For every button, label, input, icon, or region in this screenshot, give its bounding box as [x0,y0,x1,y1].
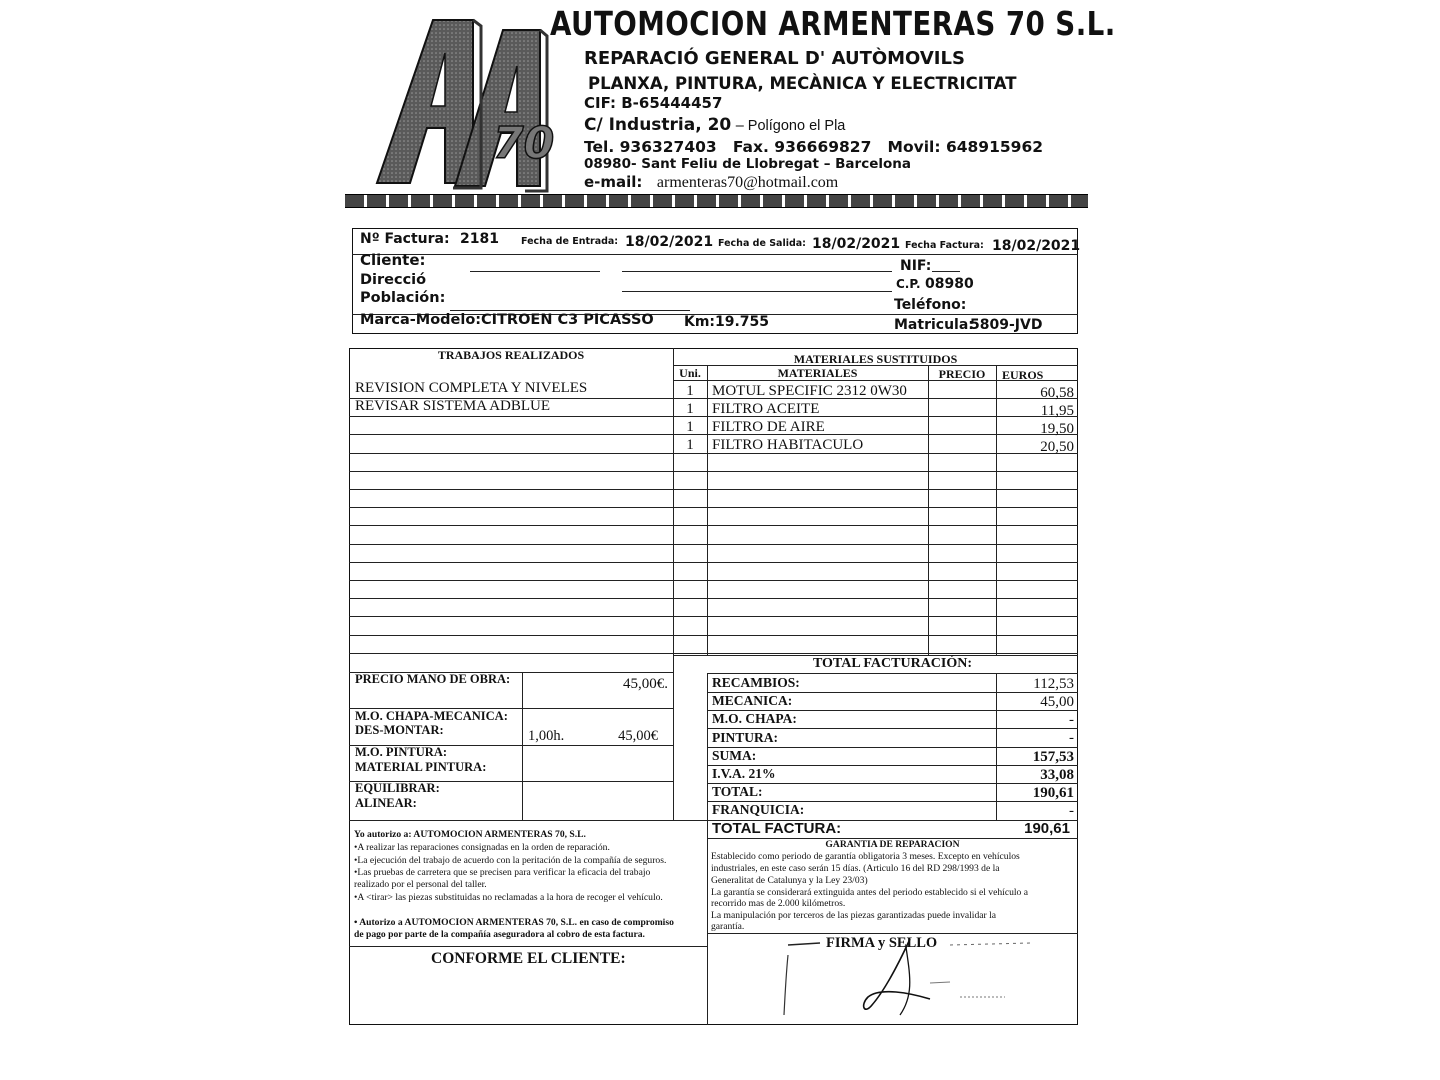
row-line [349,616,1078,617]
material-units: 1 [686,383,694,399]
authorization-item: •Las pruebas de carretera que se precisen para verificar la eficacia del trabajo [354,867,651,878]
model-label: Marca-Modelo: [360,312,482,328]
work-item: REVISAR SISTEMA ADBLUE [355,398,551,414]
entry-date: 18/02/2021 [625,234,714,250]
work-item: REVISION COMPLETA Y NIVELES [355,380,588,396]
invoice-number: 2181 [460,231,499,247]
paint-labor-label: M.O. PINTURA: [355,745,448,759]
materials-header: MATERIALES SUSTITUIDOS [793,352,958,366]
mechanics-label: MECANICA: [712,693,793,708]
km-label: Km: [684,314,716,330]
price-col-header: PRECIO [938,367,986,381]
row-line [349,580,1078,581]
spare-parts-value: 112,53 [1033,676,1074,692]
invoice-date: 18/02/2021 [992,238,1081,254]
bodywork-total-value: - [1069,712,1074,728]
material-euros: 11,95 [1040,403,1074,419]
plate-value: 5809-JVD [970,317,1043,333]
invoice-date-label: Fecha Factura: [905,240,984,251]
invoice-total-label: TOTAL FACTURA: [712,820,842,837]
balancing-label: EQUILIBRAR: [355,781,440,795]
material-name: FILTRO DE AIRE [712,419,825,435]
row-line [349,525,1078,526]
work-header: TRABAJOS REALIZADOS [437,348,585,362]
row-line [349,562,1078,563]
subtotal-value: 157,53 [1032,749,1074,765]
signature-stamp [780,935,1040,1020]
warranty-line: garantía. [711,921,745,932]
warranty-line: industriales, en este caso serán 15 días. (Articulo 16 del RD 298/1993 de la [711,863,1000,874]
material-euros: 60,58 [1040,385,1074,401]
company-cif: CIF: B-65444457 [584,94,723,112]
postal-code-label: C.P. [896,277,921,291]
company-city: 08980- Sant Feliu de Llobregat – Barcelona [584,156,911,172]
subtotal-label: SUMA: [712,748,757,763]
authorization-title: Yo autorizo a: AUTOMOCION ARMENTERAS 70, S.L. [354,829,586,840]
bodywork-value: 45,00€ [618,728,658,744]
material-name: MOTUL SPECIFIC 2312 0W30 [712,383,907,399]
deductible-label: FRANQUICIA: [712,802,805,817]
company-address [584,115,845,135]
mechanics-value: 45,00 [1040,694,1074,710]
row-line [349,598,1078,599]
plate-label: Matricula: [894,317,974,333]
row-line [349,653,1078,654]
postal-code: 08980 [925,276,974,292]
vat-label: I.V.A. 21% [712,766,776,781]
spare-parts-label: RECAMBIOS: [712,675,800,690]
paint-total-label: PINTURA: [712,730,778,745]
company-tagline-1: REPARACIÓ GENERAL D' AUTÒMOVILS [584,48,965,69]
km-value: 19.755 [715,314,770,330]
bodywork-total-label: M.O. CHAPA: [712,711,797,726]
exit-date: 18/02/2021 [812,236,901,252]
warranty-title: GARANTIA DE REPARACION [825,839,960,850]
email-label: e-mail: [584,173,643,191]
company-email: armenteras70@hotmail.com [656,174,839,191]
entry-date-label: Fecha de Entrada: [521,236,619,247]
warranty-line: La garantía se considerará extinguida antes del periodo establecido si el vehículo a [711,887,1029,898]
signature-stamp-label: FIRMA y SELLO [826,935,938,951]
exit-date-label: Fecha de Salida: [718,238,806,249]
labor-price-label: PRECIO MANO DE OBRA: [355,672,511,686]
alignment-label: ALINEAR: [355,796,417,810]
vat-value: 33,08 [1040,767,1074,783]
company-tagline-2: PLANXA, PINTURA, MECÀNICA Y ELECTRICITAT [588,74,1017,93]
material-euros: 20,50 [1040,439,1074,455]
euros-col-header: EUROS [1002,368,1044,382]
address-area: – Polígono el Pla [735,118,846,134]
bodywork-hours: 1,00h. [528,728,565,744]
authorization-item: •A realizar las reparaciones consignadas en la orden de reparación. [354,842,610,853]
paint-material-label: MATERIAL PINTURA: [355,760,487,774]
company-email-row [584,173,838,192]
nif-label: NIF: [900,258,932,274]
material-units: 1 [686,419,694,435]
warranty-line: Establecido como periodo de garantía obligatoria 3 meses. Excepto en vehículos [711,851,1020,862]
warranty-line: La manipulación por terceros de las piezas garantizadas puede invalidar la [711,910,997,921]
phone-label: Teléfono: [894,297,967,313]
materials-col-header: MATERIALES [777,366,858,380]
bodywork-label: M.O. CHAPA-MECANICA: [355,709,508,723]
row-line [349,635,1078,636]
insurance-authorization-2: de pago por parte de la compañía aseguradora al cobro de esta factura. [354,929,645,940]
svg-text:70: 70 [493,118,555,169]
total-label: TOTAL: [712,784,763,799]
authorization-item: •A <tirar> las piezas substituidas no reclamadas a la hora de recoger el vehículo. [354,892,663,903]
units-col-header: Uni. [679,366,701,380]
row-line [349,507,1078,508]
material-name: FILTRO ACEITE [712,401,820,417]
warranty-line: Generalitat de Catalunya y la Ley 23/03) [711,875,868,886]
company-name: AUTOMOCION ARMENTERAS 70 S.L. [550,4,1116,43]
row-line [349,544,1078,545]
customer-approval-label: CONFORME EL CLIENTE: [431,950,626,967]
total-value: 190,61 [1032,785,1074,801]
material-name: FILTRO HABITACULO [712,437,864,453]
invoice-number-label: Nº Factura: [360,231,450,247]
client-label: Cliente: [360,251,426,269]
authorization-item: realizado por el personal del taller. [354,879,487,890]
vehicle-model: CITROEN C3 PICASSO [481,312,654,328]
warranty-line: recorrido mas de 2.000 kilómetros. [711,898,846,909]
material-units: 1 [686,437,694,453]
labor-price-value: 45,00€. [623,676,668,692]
company-phones: Tel. 936327403 Fax. 936669827 Movil: 648915962 [584,138,1044,156]
deductible-value: - [1069,803,1074,819]
row-line [349,471,1078,472]
town-label: Población: [360,290,446,306]
material-euros: 19,50 [1040,421,1074,437]
authorization-item: •La ejecución del trabajo de acuerdo con la peritación de la compañía de seguros. [354,855,667,866]
insurance-authorization: • Autorizo a AUTOMOCION ARMENTERAS 70, S.L. en caso de compromiso [354,917,674,928]
paint-total-value: - [1069,730,1074,746]
totals-title: TOTAL FACTURACIÓN: [812,656,973,671]
header-divider [345,194,1088,208]
address-label: Direcció [360,272,427,288]
disassembly-label: DES-MONTAR: [355,723,444,737]
material-units: 1 [686,401,694,417]
row-line [349,489,1078,490]
invoice-total-value: 190,61 [1024,820,1070,837]
address-street: C/ Industria, 20 [584,115,732,135]
